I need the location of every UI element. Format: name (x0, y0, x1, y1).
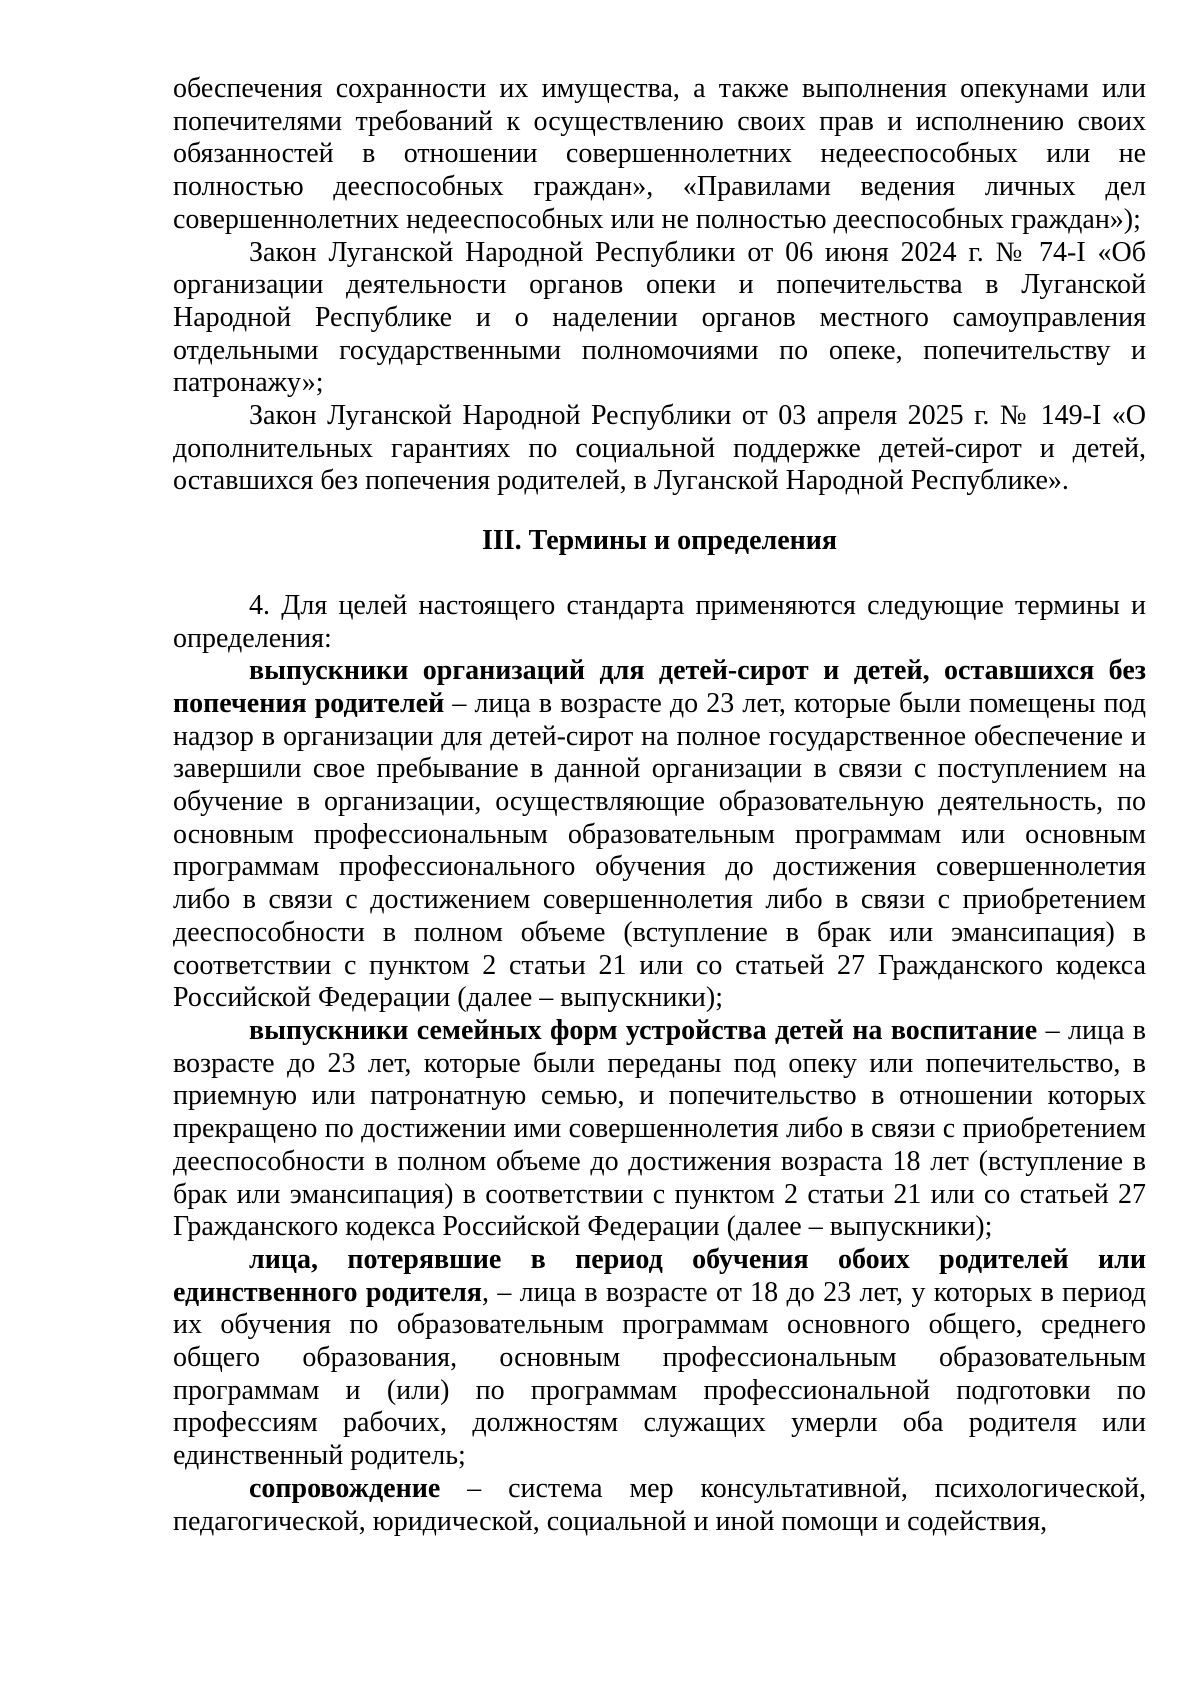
paragraph-continuation: обеспечения сохранности их имущества, а также выполнения опекунами или попечителями требований к осуществлению своих прав и исполнению своих обязанностей в отношении совершеннолетних недееспособных или не полностью дееспособных граждан», «Правилами ведения личных дел совершеннолетних недееспособных или не полностью дееспособных граждан»); (173, 73, 1146, 235)
section-heading: III. Термины и определения (481, 525, 838, 557)
definition-term: лица, потерявшие в период обучения обоих родителей или единственного родителя (173, 1243, 1146, 1308)
law-reference-149: Закон Луганской Народной Республики от 03 апреля 2025 г. № 149-I «О дополнительных гарантиях по социальной поддержке детей-сирот и детей, оставшихся без попечения родителей, в Луганской Народной Республике». (173, 400, 1146, 497)
definition-term: выпускники семейных форм устройства детей на воспитание (249, 1014, 1038, 1046)
definition-text: – система мер консультативной, психологической, педагогической, юридической, социальной и иной помощи и содействия, (173, 1472, 1146, 1537)
definition-text: , – лица в возрасте от 18 до 23 лет, у которых в период их обучения по образовательным программам основного общего, среднего общего образования, основным профессиональным образовательным программам и (или) по программам профессиональной подготовки по профессиям рабочих, должностям служащих умерли оба родителя или единственный родитель; (173, 1276, 1146, 1472)
section-intro: 4. Для целей настоящего стандарта применяются следующие термины и определения: (173, 589, 1146, 654)
definition-text: – лица в возрасте до 23 лет, которые были помещены под надзор в организации для детей-сирот на полное государственное обеспечение и завершили свое пребывание в данной организации в связи с поступлением на обучение в организации, осуществляющие образовательную деятельность, по основным профессиональным образовательным программам или основным программам профессионального обучения до достижения совершеннолетия либо в связи с достижением совершеннолетия либо в связи с приобретением дееспособности в полном объеме (вступление в брак или эмансипация) в соответствии с пунктом 2 статьи 21 или со статьей 27 Гражданского кодекса Российской Федерации (далее – выпускники); (173, 687, 1146, 1014)
document-page (173, 73, 1146, 1538)
definition-orphan-graduates (173, 655, 1146, 1015)
definition-lost-parents (173, 1244, 1146, 1473)
definition-text: – лица в возрасте до 23 лет, которые были переданы под опеку или попечительство, в приемную или патронатную семью, и попечительство в отношении которых прекращено по достижении ими совершеннолетия либо в связи с приобретением дееспособности в полном объеме до достижения возраста 18 лет (вступление в брак или эмансипация) в соответствии с пунктом 2 статьи 21 или со статьей 27 Гражданского кодекса Российской Федерации (далее – выпускники); (173, 1014, 1146, 1243)
definition-support (173, 1473, 1146, 1538)
law-reference-74: Закон Луганской Народной Республики от 06 июня 2024 г. № 74-I «Об организации деятельности органов опеки и попечительства в Луганской Народной Республике и о наделении органов местного самоуправления отдельными государственными полномочиями по опеке, попечительству и патронажу»; (173, 236, 1146, 399)
definition-family-graduates (173, 1015, 1146, 1244)
definition-term: выпускники организаций для детей-сирот и детей, оставшихся без попечения родителей (173, 655, 1146, 719)
definition-term: сопровождение (249, 1472, 441, 1504)
